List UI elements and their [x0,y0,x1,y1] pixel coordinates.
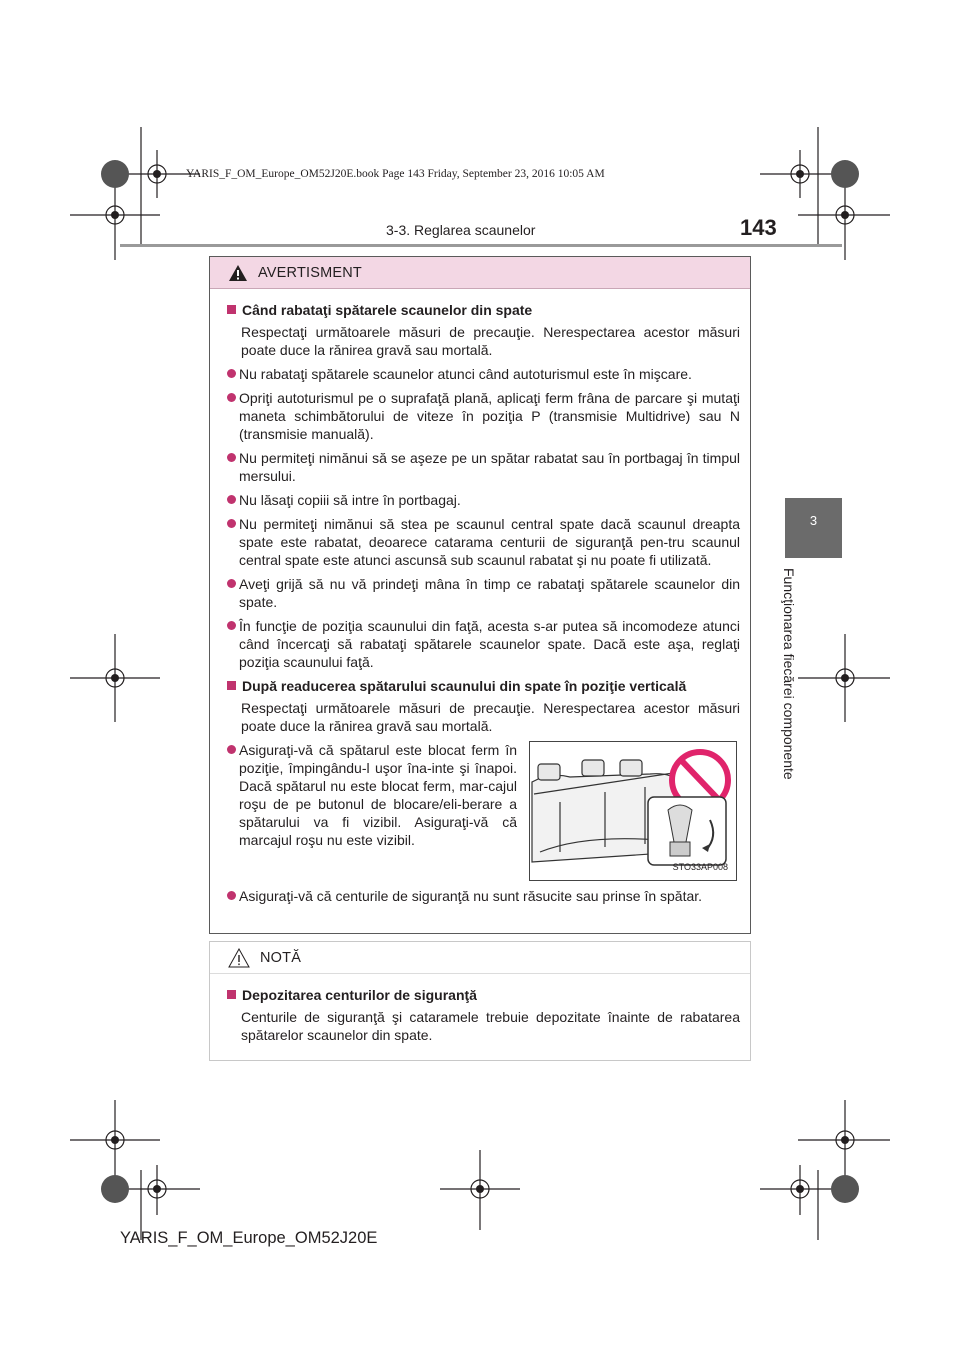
list-item: Nu lăsaţi copiii să intre în portbagaj. [227,491,740,509]
notice-label: NOTĂ [260,949,302,966]
notice-header [210,942,750,974]
list-item: Nu permiteţi nimănui să stea pe scaunul central spate dacă scaunul dreapta spate este rabatat, deoarece catarama centurii de siguranţă pen-tru scaunul central spate este atunci ascunsă sub scaunul rabatat şi nu poate fi utilizată. [227,515,740,569]
list-item: Asiguraţi-vă că spătarul este blocat ferm în poziţie, împingându-l uşor îna-inte şi înapoi. Dacă spătarul nu este blocat ferm, mar-cajul roşu de pe butonul de blocare/eli-berare a spătarului va fi vizibil. Asiguraţi-vă că marcajul roşu nu este vizibil. [227,741,517,849]
bullet-icon [227,621,236,630]
section-heading: Când rabataţi spătarele scaunelor din spate [227,301,740,319]
bullet-icon [227,393,236,402]
bullet-icon [227,369,236,378]
bullet-icon [227,745,236,754]
chapter-tab [785,498,842,558]
illustration-code: STO33AP008 [672,862,728,872]
list-item: Opriţi autoturismul pe o suprafaţă plană, aplicaţi ferm frâna de parcare şi mutaţi maneta schimbătorului de viteze în poziţia P (transmisie Multidrive) sau N (transmisie manuală). [227,389,740,443]
book-info: YARIS_F_OM_Europe_OM52J20E.book Page 143 Friday, September 23, 2016 10:05 AM [186,168,605,180]
section-intro: Respectaţi următoarele măsuri de precauţie. Nerespectarea acestor măsuri poate duce la rănirea gravă sau mortală. [241,324,740,358]
warning-icon [228,264,248,282]
rear-seat-illustration [529,741,737,881]
notice-heading: Depozitarea centurilor de siguranţă [227,986,740,1004]
bullet-icon [227,495,236,504]
page-number: 143 [740,215,777,240]
section-intro: Respectaţi următoarele măsuri de precauţie. Nerespectarea acestor măsuri poate duce la rănirea gravă sau mortală. [241,700,740,734]
header-rule [120,244,842,247]
list-item: Asiguraţi-vă că centurile de siguranţă nu sunt răsucite sau prinse în spătar. [227,887,740,905]
notice-text: Centurile de siguranţă şi cataramele trebuie depozitate înainte de rabatarea spătarelor scaunelor din spate. [241,1009,740,1043]
warning-box [209,256,751,934]
caution-icon [228,948,250,968]
square-bullet-icon [227,681,236,690]
square-bullet-icon [227,305,236,314]
list-item: Nu rabataţi spătarele scaunelor atunci când autoturismul este în mişcare. [227,365,740,383]
warning-label: AVERTISMENT [258,264,362,281]
section-title: 3-3. Reglarea scaunelor [386,222,536,238]
square-bullet-icon [227,990,236,999]
bullet-icon [227,891,236,900]
warning-header [210,257,750,289]
chapter-side-title [781,568,808,788]
chapter-title: Funcţionarea fiecărei componente [781,568,797,780]
chapter-number: 3 [809,513,818,528]
list-item: În funcţie de poziţia scaunului din faţă, acesta s-ar putea să incomodeze atunci când încercaţi să rabataţi spătarele scaunelor spate. Dacă este aşa, reglaţi poziţia scaunului faţă. [227,617,740,671]
list-item: Aveţi grijă să nu vă prindeţi mâna în timp ce rabataţi spătarele scaunelor din spate. [227,575,740,611]
bullet-icon [227,453,236,462]
footer-code: YARIS_F_OM_Europe_OM52J20E [120,1229,378,1247]
bullet-icon [227,519,236,528]
list-item: Nu permiteţi nimănui să se aşeze pe un spătar rabatat sau în portbagaj în timpul mersului. [227,449,740,485]
section-heading: După readucerea spătarului scaunului din spate în poziţie verticală [227,677,740,695]
bullet-icon [227,579,236,588]
notice-box [209,941,751,1061]
